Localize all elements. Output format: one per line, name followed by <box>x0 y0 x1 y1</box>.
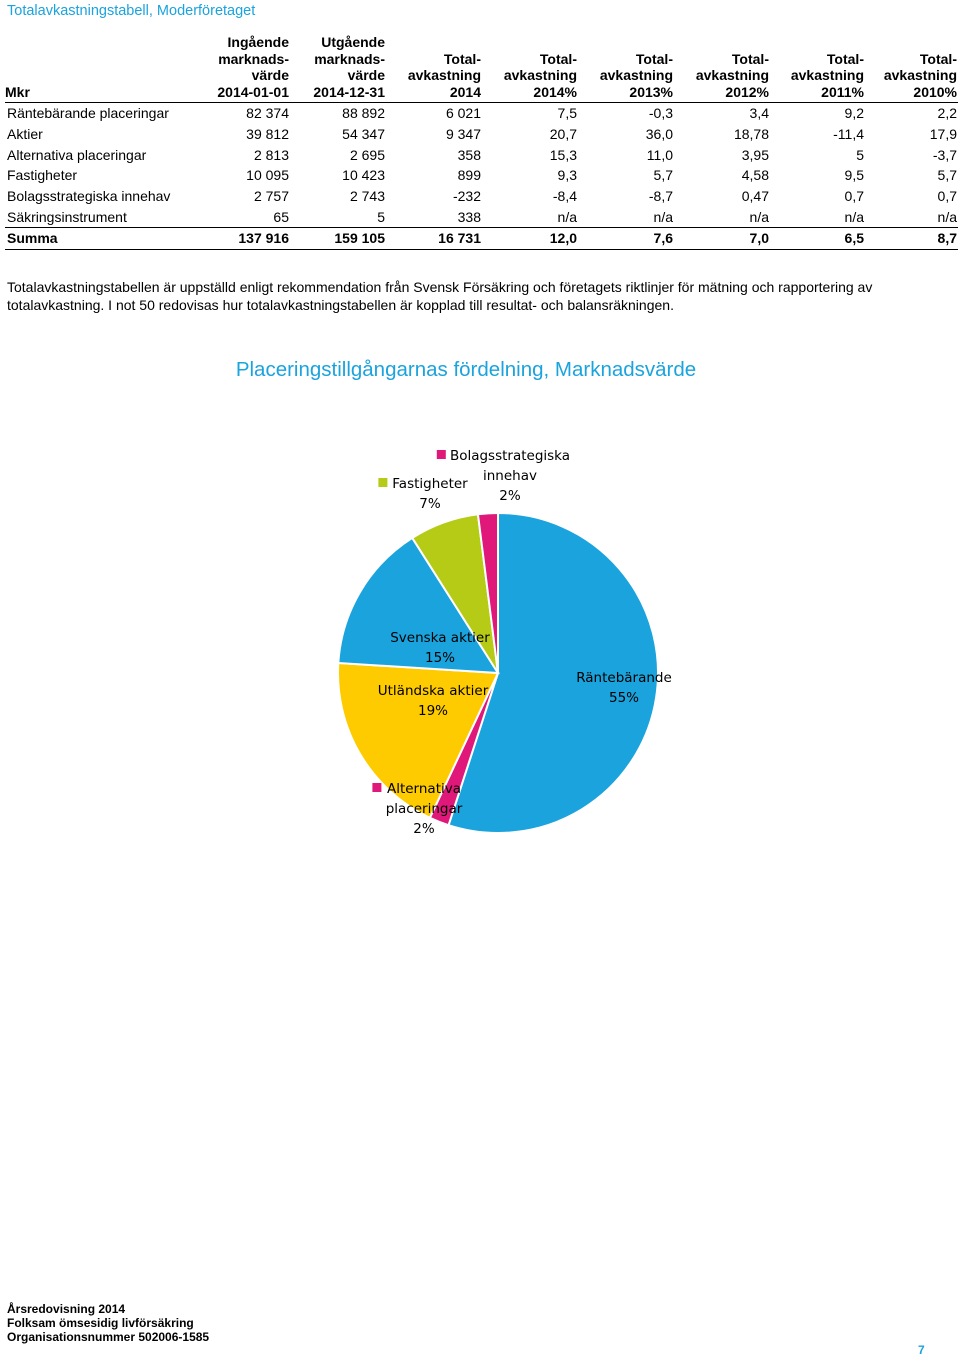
table-cell: 10 095 <box>246 167 289 184</box>
table-cell: 36,0 <box>645 126 673 143</box>
pie-label-text: 15% <box>424 650 456 666</box>
summary-label: Summa <box>5 228 195 250</box>
table-cell: 39 812 <box>246 126 289 143</box>
table-cell: n/a <box>770 206 865 227</box>
table-cell: 0,7 <box>937 188 957 205</box>
pie-label <box>378 476 468 512</box>
header-mkr: Mkr <box>5 34 195 103</box>
pie-label-text: 55% <box>608 690 640 706</box>
table-cell: 7,6 <box>578 228 674 250</box>
legend-swatch <box>372 783 381 792</box>
table-cell: 5,7 <box>653 167 673 184</box>
table-cell: 6,5 <box>770 228 865 250</box>
table-cell: 2 743 <box>349 188 385 205</box>
table-cell: 2 695 <box>349 146 385 163</box>
pie-label-text: Fastigheter <box>392 476 468 492</box>
pie-label-text: 19% <box>417 703 449 719</box>
row-label: Räntebärande placeringar <box>7 105 169 122</box>
table-cell: 5 <box>856 146 864 163</box>
table-cell: 20,7 <box>549 126 577 143</box>
table-cell: 65 <box>195 206 290 227</box>
pie-label-text: Alternativa <box>386 781 462 797</box>
pie-label-text: 2% <box>499 488 521 504</box>
pie-label-text: Räntebärande <box>576 670 672 686</box>
table-cell: n/a <box>674 206 770 227</box>
row-label: Säkringsinstrument <box>5 206 195 227</box>
table-cell: 12,0 <box>482 228 578 250</box>
table-cell: 4,58 <box>741 167 769 184</box>
table-cell: 137 916 <box>195 228 290 250</box>
table-cell: 88 892 <box>342 105 385 122</box>
table-cell: 54 347 <box>342 126 385 143</box>
footer-orgnr: Organisationsnummer 502006-1585 <box>7 1330 210 1344</box>
footer-company: Folksam ömsesidig livförsäkring <box>7 1316 194 1330</box>
table-cell: 9,2 <box>844 105 864 122</box>
footer <box>7 1302 209 1344</box>
table-cell: 2 757 <box>253 188 289 205</box>
header-cell: Total- avkastning 2012% <box>674 34 770 103</box>
table-cell: 82 374 <box>246 105 289 122</box>
pie-label-text: placeringar <box>385 801 463 817</box>
table-cell: 16 731 <box>386 228 482 250</box>
table-cell: 358 <box>457 146 481 163</box>
table-cell: n/a <box>482 206 578 227</box>
table-cell: n/a <box>865 206 958 227</box>
table-cell: 899 <box>457 167 481 184</box>
table-cell: 2,2 <box>937 105 957 122</box>
table-cell: 6 021 <box>445 105 481 122</box>
header-cell: Total- avkastning 2010% <box>865 34 958 103</box>
table-cell: 10 423 <box>342 167 385 184</box>
table-cell: 17,9 <box>929 126 957 143</box>
pie-label-text: 7% <box>419 496 441 512</box>
pie-label <box>372 781 462 837</box>
table-cell: 9,5 <box>844 167 864 184</box>
table-cell: 159 105 <box>290 228 386 250</box>
header-cell: Total- avkastning 2011% <box>770 34 865 103</box>
pie-label-text: innehav <box>483 468 537 484</box>
table-cell: -8,4 <box>552 188 577 205</box>
pie-label-text: Svenska aktier <box>390 630 490 646</box>
table-cell: 9,3 <box>557 167 577 184</box>
chart-title: Placeringstillgångarnas fördelning, Marknadsvärde <box>235 358 697 381</box>
table-cell: 3,4 <box>749 105 769 122</box>
row-label: Bolagsstrategiska innehav <box>7 188 171 205</box>
table-cell: 0,47 <box>741 188 769 205</box>
page-number: 7 <box>918 1343 925 1357</box>
pie-label-text: 2% <box>413 821 435 837</box>
table-cell: -0,3 <box>648 105 673 122</box>
table-cell: -3,7 <box>932 146 957 163</box>
table-cell: 9 347 <box>445 126 481 143</box>
legend-swatch <box>378 478 387 487</box>
table-cell: 15,3 <box>549 146 577 163</box>
table-cell: 8,7 <box>865 228 958 250</box>
pie-label-text: Bolagsstrategiska <box>449 448 571 464</box>
header-cell: Total- avkastning 2014% <box>482 34 578 103</box>
table-cell: n/a <box>578 206 674 227</box>
table-cell: 5,7 <box>937 167 957 184</box>
row-label: Fastigheter <box>7 167 78 184</box>
table-note: Totalavkastningstabellen är uppställd enligt rekommendation från Svensk Försäkring och företagets riktlinjer för mätning och rapportering av totalavkastning. I not 50 redovisas hur totalavkastningstabellen är kopplad till resultat- och balansräkningen. <box>7 279 873 313</box>
table-cell: 7,5 <box>557 105 577 122</box>
table-cell: 7,0 <box>674 228 770 250</box>
table-cell: 2 813 <box>253 146 289 163</box>
table-cell: -232 <box>452 188 481 205</box>
table-cell: 11,0 <box>646 146 673 163</box>
table-cell: 5 <box>290 206 386 227</box>
table-cell: 18,78 <box>733 126 769 143</box>
table-title: Totalavkastningstabell, Moderföretaget <box>7 3 256 19</box>
legend-swatch <box>437 450 446 459</box>
header-cell: Utgående marknads- värde 2014-12-31 <box>290 34 386 103</box>
table-cell: -8,7 <box>648 188 673 205</box>
header-cell: Ingående marknads- värde 2014-01-01 <box>195 34 290 103</box>
row-label: Alternativa placeringar <box>7 146 147 163</box>
table-cell: 3,95 <box>741 146 769 163</box>
pie-label-text: Utländska aktier <box>377 683 489 699</box>
row-label: Aktier <box>7 126 43 143</box>
table-cell: 338 <box>386 206 482 227</box>
footer-report: Årsredovisning 2014 <box>7 1302 126 1316</box>
header-cell: Total- avkastning 2014 <box>386 34 482 103</box>
table-cell: -11,4 <box>833 126 864 143</box>
header-cell: Total- avkastning 2013% <box>578 34 674 103</box>
table-cell: 0,7 <box>844 188 864 205</box>
